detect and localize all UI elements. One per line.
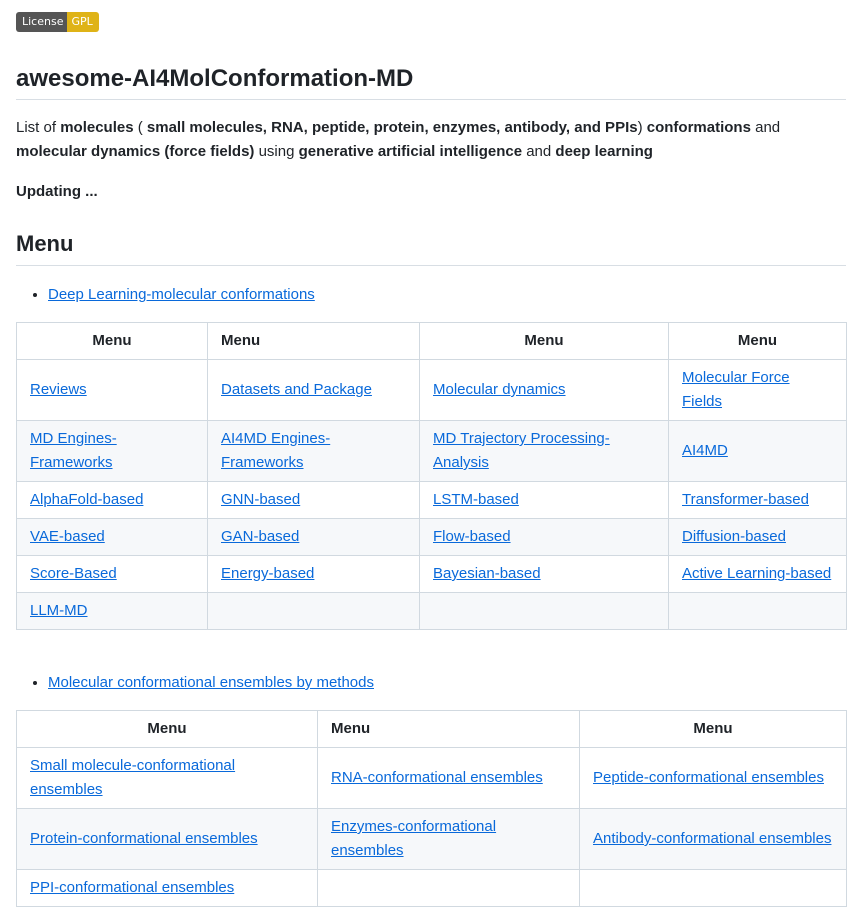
menu-link[interactable]: LSTM-based <box>433 491 519 508</box>
table-cell <box>669 556 847 593</box>
menu-link[interactable]: Transformer-based <box>682 491 809 508</box>
table-cell <box>17 421 208 482</box>
table-cell <box>420 360 669 421</box>
menu-table-1 <box>16 322 847 630</box>
menu-table-2 <box>16 710 847 907</box>
list-item <box>48 671 374 695</box>
menu-link[interactable]: AlphaFold-based <box>30 491 144 508</box>
table-cell <box>17 809 318 870</box>
title-divider <box>16 99 846 100</box>
table-cell <box>208 556 420 593</box>
table-row <box>17 748 847 809</box>
table-cell <box>208 421 420 482</box>
column-header: Menu <box>17 323 208 360</box>
updating-note: Updating ... <box>16 183 98 200</box>
table-cell <box>669 519 847 556</box>
menu-link[interactable]: LLM-MD <box>30 602 88 619</box>
section1-link[interactable]: Deep Learning-molecular conformations <box>48 286 315 303</box>
menu-link[interactable]: GAN-based <box>221 528 300 545</box>
column-header: Menu <box>420 323 669 360</box>
section2-list <box>16 671 374 695</box>
table-cell <box>17 593 208 630</box>
table-row <box>17 593 847 630</box>
menu-link[interactable]: Reviews <box>30 381 87 398</box>
table-cell <box>17 482 208 519</box>
table-cell <box>208 482 420 519</box>
column-header: Menu <box>580 711 847 748</box>
menu-link[interactable]: Bayesian-based <box>433 565 541 582</box>
menu-link[interactable]: GNN-based <box>221 491 301 508</box>
table-row <box>17 809 847 870</box>
menu-link[interactable]: Small molecule-conformational ensembles <box>30 757 236 798</box>
column-header: Menu <box>669 323 847 360</box>
table-cell <box>420 556 669 593</box>
table-cell <box>420 482 669 519</box>
table-cell-empty <box>208 593 420 630</box>
page-title: awesome-AI4MolConformation-MD <box>16 65 414 92</box>
section1-list <box>16 283 315 307</box>
menu-link[interactable]: AI4MD Engines-Frameworks <box>221 430 331 471</box>
menu-link[interactable]: MD Trajectory Processing-Analysis <box>433 430 610 471</box>
intro-paragraph: List of molecules ( small molecules, RNA, peptide, protein, enzymes, antibody, and PPIs) conformations and molecular dynamics (force fields) using generative artificial intelligence and deep learning <box>16 119 781 160</box>
table-cell <box>17 748 318 809</box>
table-cell <box>208 519 420 556</box>
table-cell-empty <box>420 593 669 630</box>
list-item <box>48 283 315 307</box>
badge-value: GPL <box>67 12 98 32</box>
table-cell-empty <box>318 870 580 907</box>
menu-heading: Menu <box>16 231 74 256</box>
table-cell <box>17 519 208 556</box>
table-cell <box>420 421 669 482</box>
table-cell-empty <box>669 593 847 630</box>
column-header: Menu <box>208 323 420 360</box>
column-header: Menu <box>318 711 580 748</box>
menu-link[interactable]: VAE-based <box>30 528 105 545</box>
table-cell <box>318 748 580 809</box>
table-cell <box>318 809 580 870</box>
menu-link[interactable]: PPI-conformational ensembles <box>30 879 235 896</box>
license-badge[interactable] <box>16 12 99 32</box>
menu-link[interactable]: Datasets and Package <box>221 381 372 398</box>
badge-key: License <box>16 12 67 32</box>
menu-link[interactable]: Active Learning-based <box>682 565 832 582</box>
table-cell <box>580 748 847 809</box>
table-cell <box>17 556 208 593</box>
table-cell <box>669 421 847 482</box>
table-row <box>17 556 847 593</box>
menu-link[interactable]: RNA-conformational ensembles <box>331 769 543 786</box>
table-cell <box>17 870 318 907</box>
table-cell <box>208 360 420 421</box>
menu-link[interactable]: Molecular Force Fields <box>682 369 790 410</box>
menu-link[interactable]: Molecular dynamics <box>433 381 566 398</box>
menu-link[interactable]: Protein-conformational ensembles <box>30 830 258 847</box>
table-row <box>17 360 847 421</box>
menu-link[interactable]: Enzymes-conformational ensembles <box>331 818 497 859</box>
section2-link[interactable]: Molecular conformational ensembles by methods <box>48 674 374 691</box>
menu-link[interactable]: Score-Based <box>30 565 117 582</box>
table-cell <box>420 519 669 556</box>
menu-link[interactable]: Antibody-conformational ensembles <box>593 830 832 847</box>
table-row <box>17 870 847 907</box>
table-cell <box>669 482 847 519</box>
table-row <box>17 482 847 519</box>
menu-link[interactable]: MD Engines-Frameworks <box>30 430 117 471</box>
table-cell <box>669 360 847 421</box>
menu-link[interactable]: AI4MD <box>682 442 728 459</box>
table-header-row <box>17 711 847 748</box>
column-header: Menu <box>17 711 318 748</box>
table-row <box>17 519 847 556</box>
menu-link[interactable]: Energy-based <box>221 565 315 582</box>
menu-link[interactable]: Diffusion-based <box>682 528 786 545</box>
table-cell <box>580 809 847 870</box>
menu-link[interactable]: Peptide-conformational ensembles <box>593 769 824 786</box>
menu-divider <box>16 265 846 266</box>
table-cell-empty <box>580 870 847 907</box>
table-header-row <box>17 323 847 360</box>
table-row <box>17 421 847 482</box>
table-cell <box>17 360 208 421</box>
menu-link[interactable]: Flow-based <box>433 528 511 545</box>
